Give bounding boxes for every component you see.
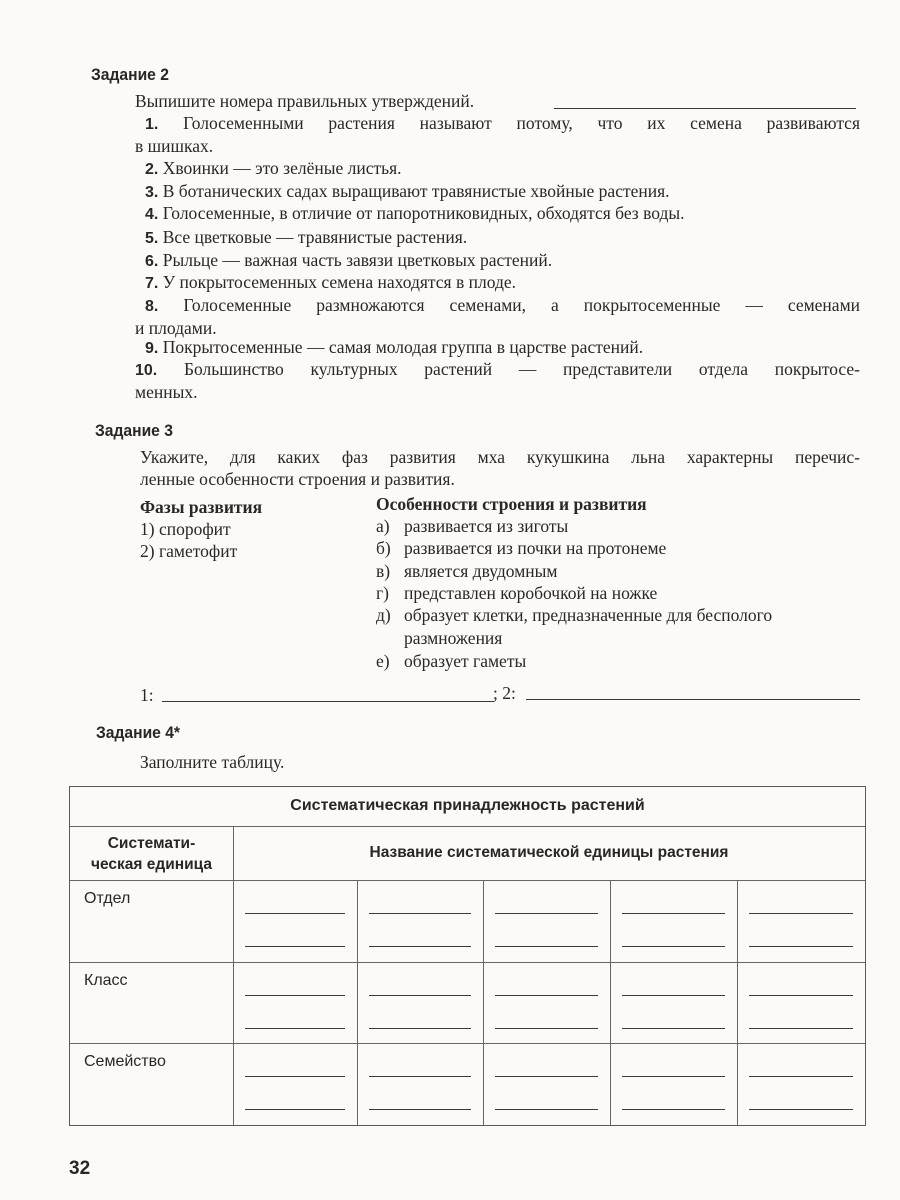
features-header: Особенности строения и развития — [376, 494, 647, 514]
statement-continuation: в шишках. — [135, 136, 214, 156]
table-divider — [70, 962, 865, 963]
feature-letter: б) — [376, 538, 391, 558]
statement-number: 9. — [145, 340, 159, 357]
statement-number: 6. — [145, 253, 159, 270]
statement-item — [145, 157, 402, 181]
task3-heading: Задание 3 — [95, 421, 173, 440]
statement-text: Голосеменными растения называют потому, что их семена развиваются — [183, 113, 860, 133]
cell-answer-blank[interactable] — [245, 1109, 345, 1110]
table-divider — [610, 881, 611, 1125]
table-divider — [70, 1043, 865, 1044]
cell-answer-blank[interactable] — [369, 946, 471, 947]
feature-text: развивается из зиготы — [404, 516, 569, 536]
table-divider — [233, 827, 234, 1125]
table-divider — [483, 881, 484, 1125]
feature-text: развивается из почки на протонеме — [404, 538, 667, 558]
feature-text: образует гаметы — [404, 651, 527, 671]
cell-answer-blank[interactable] — [369, 1109, 471, 1110]
statement-continuation: менных. — [135, 382, 198, 402]
table-divider — [737, 881, 738, 1125]
table-divider — [357, 881, 358, 1125]
statement-item — [145, 249, 552, 273]
task4-heading: Задание 4* — [96, 723, 181, 742]
cell-answer-blank[interactable] — [495, 1076, 598, 1077]
cell-answer-blank[interactable] — [495, 946, 598, 947]
cell-answer-blank[interactable] — [622, 1028, 725, 1029]
statement-text: В ботанических садах выращивают травянистые хвойные растения. — [162, 181, 670, 201]
cell-answer-blank[interactable] — [495, 1028, 598, 1029]
task2-answer-blank[interactable] — [554, 108, 856, 109]
statement-number: 2. — [145, 161, 159, 178]
statement-number: 4. — [145, 206, 159, 223]
statement-item — [145, 180, 670, 204]
cell-answer-blank[interactable] — [622, 946, 725, 947]
task2-heading: Задание 2 — [91, 65, 169, 84]
task2-prompt: Выпишите номера правильных утверждений. — [135, 91, 475, 111]
statement-item — [145, 294, 860, 318]
cell-answer-blank[interactable] — [749, 1109, 853, 1110]
statement-item — [145, 336, 643, 360]
statement-number: 5. — [145, 230, 159, 247]
cell-answer-blank[interactable] — [369, 995, 471, 996]
statement-item — [145, 112, 860, 136]
cell-answer-blank[interactable] — [245, 946, 345, 947]
table-divider — [70, 826, 865, 827]
task3-prompt-line1: Укажите, для каких фаз развития мха кукушкина льна характерны перечис- — [140, 447, 860, 467]
cell-answer-blank[interactable] — [749, 1028, 853, 1029]
feature-letter: г) — [376, 583, 390, 603]
statement-text: Большинство культурных растений — представители отдела покрытосе- — [183, 359, 861, 379]
statement-text: Покрытосеменные — самая молодая группа в царстве растений. — [162, 337, 644, 357]
cell-answer-blank[interactable] — [245, 913, 345, 914]
feature-letter: в) — [376, 561, 391, 581]
phase-item: 2) гаметофит — [140, 541, 238, 561]
col1-header-line2: ческая единица — [91, 856, 212, 873]
answer-blank-2[interactable] — [526, 699, 860, 700]
cell-answer-blank[interactable] — [749, 913, 853, 914]
cell-answer-blank[interactable] — [495, 1109, 598, 1110]
row-label: Класс — [84, 972, 128, 989]
cell-answer-blank[interactable] — [369, 1076, 471, 1077]
statement-text: У покрытосеменных семена находятся в плоде. — [162, 272, 517, 292]
cell-answer-blank[interactable] — [622, 1109, 725, 1110]
cell-answer-blank[interactable] — [622, 913, 725, 914]
cell-answer-blank[interactable] — [495, 913, 598, 914]
row-label: Отдел — [84, 890, 131, 907]
task4-prompt: Заполните таблицу. — [140, 752, 285, 772]
cell-answer-blank[interactable] — [622, 995, 725, 996]
feature-text: представлен коробочкой на ножке — [404, 583, 658, 603]
feature-text: является двудомным — [404, 561, 558, 581]
feature-letter: д) — [376, 605, 391, 625]
task3-prompt-line2: ленные особенности строения и развития. — [140, 469, 455, 489]
feature-text-continuation: размножения — [404, 628, 503, 648]
table-divider — [70, 880, 865, 881]
statement-text: Рыльце — важная часть завязи цветковых растений. — [162, 250, 553, 270]
cell-answer-blank[interactable] — [749, 1076, 853, 1077]
col1-header-line1: Системати- — [107, 835, 196, 852]
statement-text: Голосеменные размножаются семенами, а покрытосеменные — семенами — [183, 295, 861, 315]
cell-answer-blank[interactable] — [245, 1076, 345, 1077]
phase-item: 1) спорофит — [140, 519, 231, 539]
statement-item — [145, 271, 516, 295]
phases-header: Фазы развития — [140, 497, 263, 517]
cell-answer-blank[interactable] — [245, 1028, 345, 1029]
page-number: 32 — [69, 1158, 91, 1179]
cell-answer-blank[interactable] — [369, 1028, 471, 1029]
answer-label-1: 1: — [140, 685, 154, 705]
feature-text: образует клетки, предназначенные для бесполого — [404, 605, 773, 625]
statement-text: Хвоинки — это зелёные листья. — [162, 158, 402, 178]
cell-answer-blank[interactable] — [749, 995, 853, 996]
statement-text: Все цветковые — травянистые растения. — [162, 227, 468, 247]
row-label: Семейство — [84, 1053, 166, 1070]
statement-number: 1. — [145, 116, 159, 133]
statement-item — [135, 358, 860, 382]
systematics-table — [69, 786, 866, 1126]
statement-text: Голосеменные, в отличие от папоротниковидных, обходятся без воды. — [162, 203, 685, 223]
feature-letter: а) — [376, 516, 390, 536]
answer-label-2: ; 2: — [493, 683, 516, 703]
col2-header: Название систематической единицы растения — [369, 844, 729, 861]
col1-header — [70, 833, 233, 875]
statement-continuation: и плодами. — [135, 318, 217, 338]
answer-blank-1[interactable] — [162, 701, 494, 702]
statement-number: 3. — [145, 184, 159, 201]
table-title: Систематическая принадлежность растений — [290, 797, 645, 814]
cell-answer-blank[interactable] — [749, 946, 853, 947]
cell-answer-blank[interactable] — [622, 1076, 725, 1077]
statement-item — [145, 226, 467, 250]
statement-number: 8. — [145, 298, 159, 315]
cell-answer-blank[interactable] — [369, 913, 471, 914]
statement-item — [145, 202, 685, 226]
cell-answer-blank[interactable] — [245, 995, 345, 996]
statement-number: 7. — [145, 275, 159, 292]
feature-letter: е) — [376, 651, 390, 671]
cell-answer-blank[interactable] — [495, 995, 598, 996]
statement-number: 10. — [135, 362, 158, 379]
